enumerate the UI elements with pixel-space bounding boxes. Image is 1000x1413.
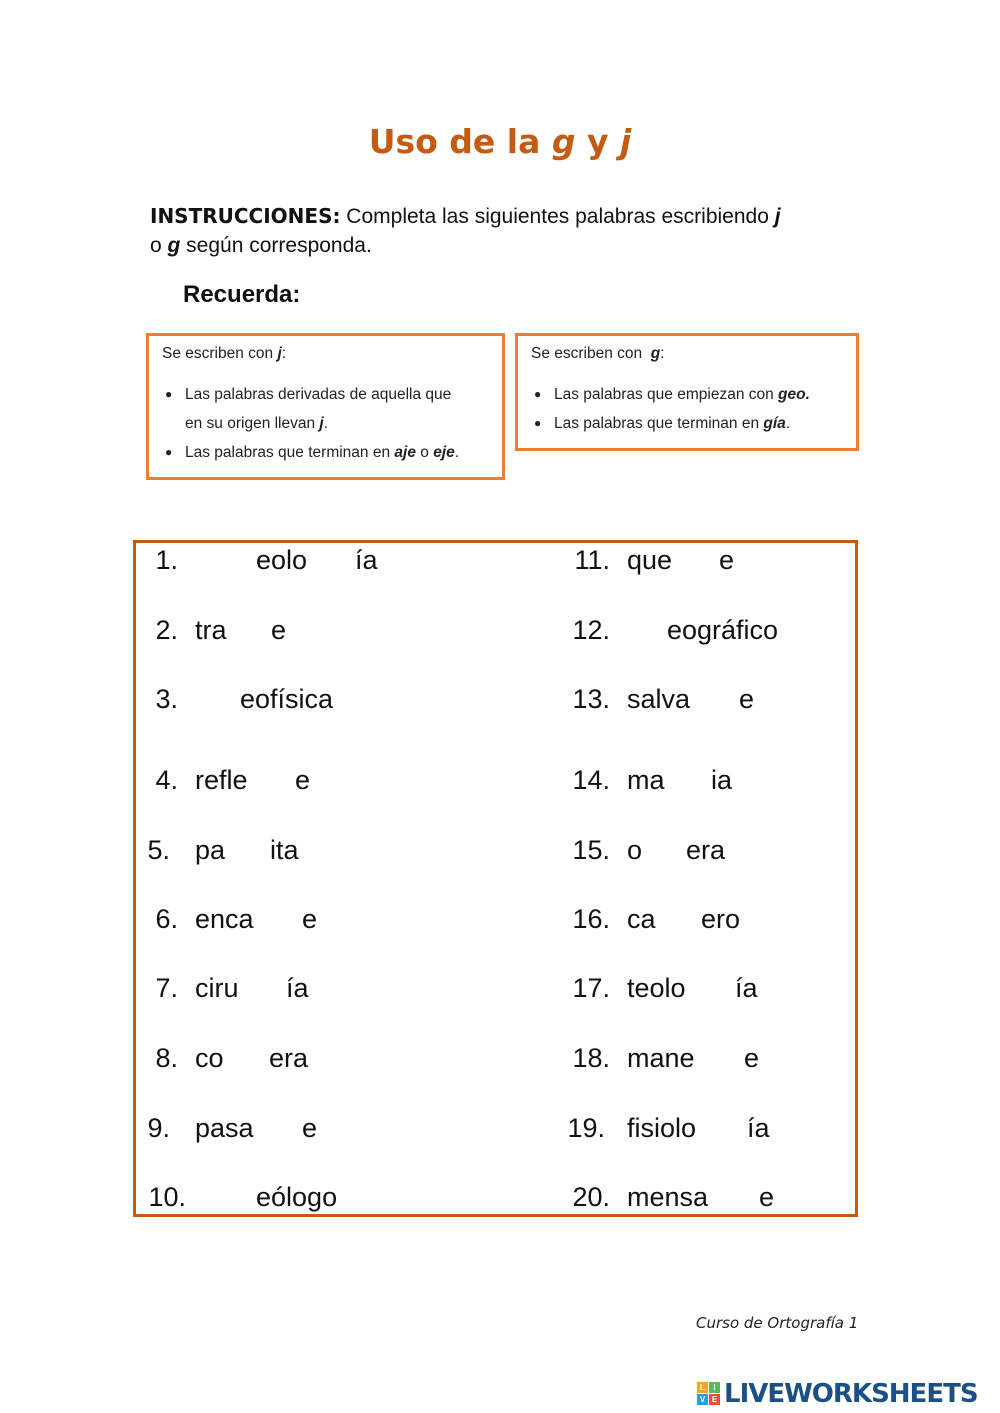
logo-tile-2: I <box>709 1382 720 1393</box>
item-part-b: e <box>271 615 287 645</box>
item-part-a: fisiolo <box>627 1113 697 1143</box>
rules-j-bullet2-a: Las palabras que terminan en <box>185 444 395 461</box>
item-part-b: era <box>686 835 726 865</box>
item-number: 12. <box>572 615 610 645</box>
page-title <box>0 122 1000 161</box>
item-part-a: mensa <box>627 1182 709 1212</box>
rules-g-bullet-1 <box>531 380 810 409</box>
rules-j-bullet2-aje: aje <box>394 444 416 461</box>
item-part-a: teolo <box>627 973 686 1003</box>
item-part-a: o <box>627 835 643 865</box>
item-part-a: tra <box>195 615 227 645</box>
item-part-a: enca <box>195 904 254 934</box>
item-number: 7. <box>155 973 178 1003</box>
item-part-b: eólogo <box>256 1182 338 1212</box>
item-part-b: e <box>739 684 755 714</box>
item-number: 20. <box>572 1182 610 1212</box>
logo-tile-1: L <box>697 1382 708 1393</box>
title-letter-j: j <box>619 122 632 161</box>
item-number: 2. <box>155 615 178 645</box>
item-number: 13. <box>572 684 610 714</box>
rules-j-bullet2-eje: eje <box>433 444 455 461</box>
item-part-b: e <box>302 1113 318 1143</box>
title-y: y <box>575 122 620 161</box>
item-number: 8. <box>155 1043 178 1073</box>
bullet-dot-icon: ● <box>165 387 173 401</box>
rules-g-heading-suffix: : <box>660 345 665 362</box>
item-part-b: eofísica <box>240 684 334 714</box>
item-part-b: e <box>719 545 735 575</box>
rules-j-heading-letter: j <box>277 345 282 362</box>
item-number: 3. <box>155 684 178 714</box>
item-number: 16. <box>572 904 610 934</box>
brand-logo <box>697 1379 978 1409</box>
bullet-dot-icon: ● <box>534 416 542 430</box>
item-number: 18. <box>572 1043 610 1073</box>
rules-g-bullet1-geo: geo. <box>778 386 810 403</box>
recuerda-heading: Recuerda: <box>183 281 301 308</box>
item-part-c: ía <box>355 545 378 575</box>
item-part-b: eográfico <box>667 615 779 645</box>
logo-tile-4: E <box>709 1394 720 1405</box>
instructions-text3: según corresponda. <box>180 234 372 257</box>
rules-j-list <box>162 380 459 467</box>
rules-g-list <box>531 380 810 438</box>
rules-j-bullet1-end: . <box>323 415 329 432</box>
rules-g-heading-letter: g <box>650 345 661 362</box>
rules-g-heading <box>531 345 665 363</box>
rules-g-bullet-2 <box>531 409 810 438</box>
item-part-b: ía <box>286 973 309 1003</box>
item-part-a: pa <box>195 835 226 865</box>
rules-j-bullet-2 <box>162 438 459 467</box>
rules-j-heading-suffix: : <box>281 345 287 362</box>
item-number: 15. <box>572 835 610 865</box>
item-number: 19. <box>567 1113 605 1143</box>
item-part-b: era <box>269 1043 309 1073</box>
rules-j-bullet1-a: Las palabras derivadas de aquella que <box>185 386 452 403</box>
instructions <box>150 202 850 260</box>
item-part-b: ía <box>735 973 758 1003</box>
rules-j-heading-prefix: Se escriben con <box>162 345 278 362</box>
title-letter-g: g <box>551 122 576 161</box>
item-number: 6. <box>155 904 178 934</box>
rules-g-bullet2-a: Las palabras que terminan en <box>554 415 764 432</box>
item-part-b: ía <box>747 1113 770 1143</box>
item-number: 17. <box>572 973 610 1003</box>
rules-g-bullet1-a: Las palabras que empiezan con <box>554 386 779 403</box>
item-part-a: ca <box>627 904 656 934</box>
item-part-b: eolo <box>256 545 308 575</box>
title-prefix: Uso de la <box>368 122 552 161</box>
item-part-b: e <box>302 904 318 934</box>
instructions-letter-g: g <box>167 234 181 257</box>
rules-box-g <box>515 333 859 451</box>
item-number: 11. <box>574 545 610 575</box>
item-part-b: e <box>759 1182 775 1212</box>
item-part-a: pasa <box>195 1113 254 1143</box>
item-part-a: que <box>627 545 673 575</box>
item-number: 5. <box>147 835 170 865</box>
rules-box-j <box>146 333 505 480</box>
item-part-b: e <box>295 765 311 795</box>
item-number: 14. <box>572 765 610 795</box>
bullet-dot-icon: ● <box>534 387 542 401</box>
rules-g-bullet2-end: . <box>785 415 791 432</box>
footer-course-label: Curso de Ortografía 1 <box>696 1314 859 1332</box>
item-part-a: refle <box>195 765 248 795</box>
item-number: 9. <box>147 1113 170 1143</box>
item-part-a: mane <box>627 1043 695 1073</box>
rules-g-heading-prefix: Se escriben con <box>531 345 651 362</box>
instructions-text1: Completa las siguientes palabras escribiendo <box>340 205 775 228</box>
instructions-letter-j: j <box>774 205 781 228</box>
item-number: 10. <box>148 1182 186 1212</box>
item-part-b: e <box>744 1043 760 1073</box>
rules-j-heading <box>162 345 286 363</box>
item-part-a: ma <box>627 765 665 795</box>
item-part-a: ciru <box>195 973 239 1003</box>
rules-j-bullet-1 <box>162 380 459 438</box>
brand-name: LIVEWORKSHEETS <box>724 1379 978 1409</box>
item-part-b: ia <box>711 765 733 795</box>
bullet-dot-icon: ● <box>165 445 173 459</box>
rules-j-bullet1-letter: j <box>319 415 324 432</box>
rules-j-bullet2-o: o <box>415 444 434 461</box>
rules-j-bullet2-end: . <box>454 444 460 461</box>
rules-g-bullet2-gia: gía <box>763 415 786 432</box>
instructions-text2: o <box>150 234 168 257</box>
item-part-b: ita <box>270 835 299 865</box>
item-part-b: ero <box>701 904 741 934</box>
item-number: 1. <box>155 545 178 575</box>
liveworksheets-icon <box>697 1382 721 1406</box>
item-part-a: salva <box>627 684 691 714</box>
rules-j-bullet1-b: en su origen llevan <box>185 415 320 432</box>
item-number: 4. <box>155 765 178 795</box>
item-part-a: co <box>195 1043 224 1073</box>
instructions-lead: INSTRUCCIONES: <box>150 204 341 228</box>
logo-tile-3: V <box>697 1394 708 1405</box>
